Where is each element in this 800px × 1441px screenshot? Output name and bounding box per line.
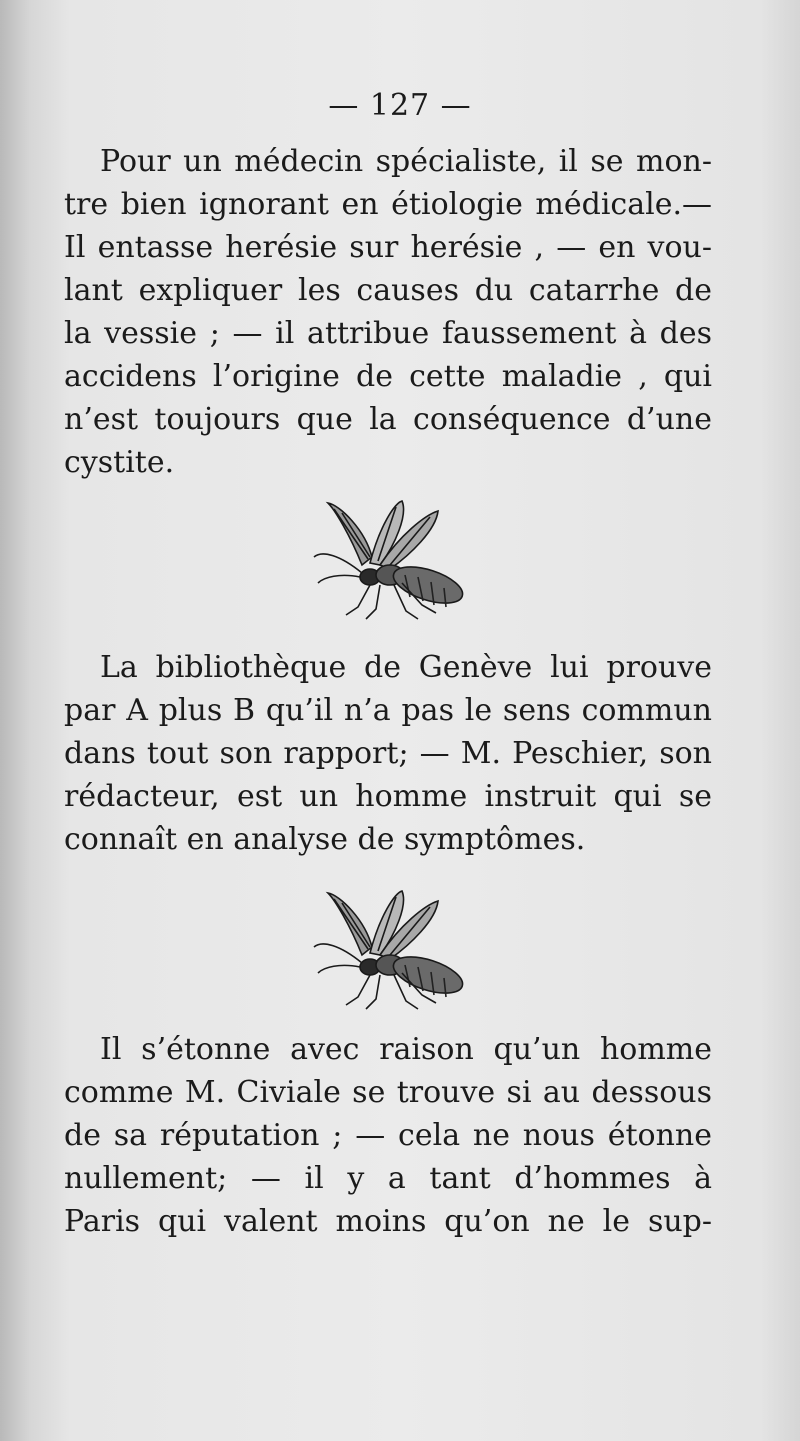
text-line: dans tout son rapport; — M. Peschier, son xyxy=(64,736,712,771)
text-line: Pour un médecin spécialiste, il se mon- xyxy=(100,144,712,179)
text-line: par A plus B qu’il n’a pas le sens commun xyxy=(64,693,712,728)
text-line: n’est toujours que la conséquence d’une xyxy=(64,402,712,437)
text-line: comme M. Civiale se trouve si au dessous xyxy=(64,1075,712,1110)
text-line: rédacteur, est un homme instruit qui se xyxy=(64,779,712,814)
text-line: lant expliquer les causes du catarrhe de xyxy=(64,273,712,308)
wasp-icon xyxy=(310,885,480,1025)
paragraph-3 xyxy=(64,1028,712,1243)
text-line: de sa réputation ; — cela ne nous étonne xyxy=(64,1118,712,1153)
text-line: cystite. xyxy=(64,445,175,480)
text-line: Il s’étonne avec raison qu’un homme xyxy=(100,1032,712,1067)
text-line: accidens l’origine de cette maladie , qui xyxy=(64,359,712,394)
text-line: tre bien ignorant en étiologie médicale.— xyxy=(64,187,712,222)
wasp-icon xyxy=(310,495,480,635)
page-number: — 127 — xyxy=(328,88,472,123)
text-line: La bibliothèque de Genève lui prouve xyxy=(100,650,712,685)
text-line: nullement; — il y a tant d’hommes à xyxy=(64,1161,712,1196)
text-line: Paris qui valent moins qu’on ne le sup- xyxy=(64,1204,712,1239)
text-line: connaît en analyse de symptômes. xyxy=(64,822,586,857)
paragraph-1 xyxy=(64,140,712,484)
paragraph-2 xyxy=(64,646,712,861)
text-line: Il entasse herésie sur herésie , — en vou- xyxy=(64,230,712,265)
text-line: la vessie ; — il attribue faussement à des xyxy=(64,316,712,351)
